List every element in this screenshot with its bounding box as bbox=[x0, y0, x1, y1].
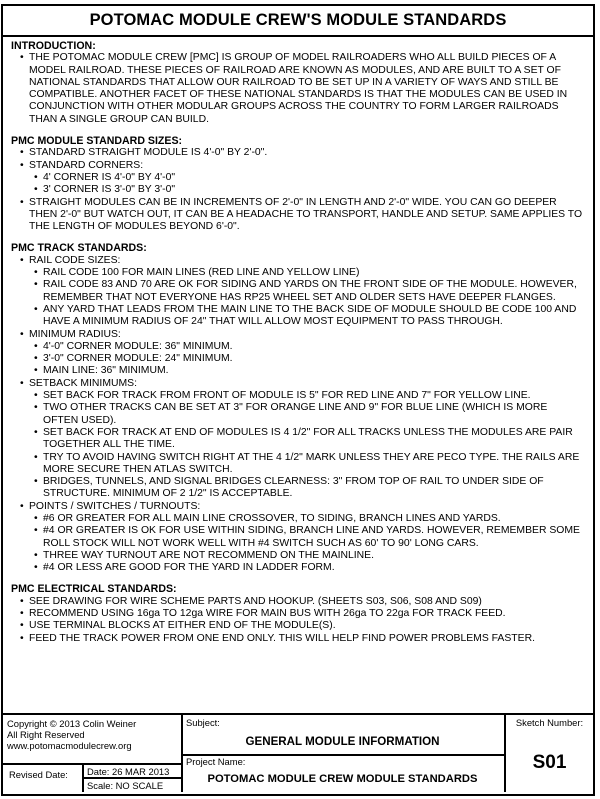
minimum-radius-item bbox=[29, 329, 583, 378]
electrical-rule: • FEED THE TRACK POWER FROM ONE END ONLY. THIS WILL HELP FIND POWER PROBLEMS FASTER. bbox=[29, 633, 583, 645]
subject-label: Subject: bbox=[186, 717, 220, 728]
turnout-rule: • THREE WAY TURNOUT ARE NOT RECOMMEND ON THE MAINLINE. bbox=[43, 550, 583, 562]
setback-rule: • SET BACK FOR TRACK FROM FRONT OF MODULE IS 5" FOR RED LINE AND 7" FOR YELLOW LINE. bbox=[43, 390, 583, 402]
rail-code-item bbox=[29, 255, 583, 329]
sheet-content bbox=[3, 37, 593, 645]
electrical-section bbox=[11, 583, 583, 644]
corners-item bbox=[29, 160, 583, 197]
radius-rule: • 4'-0" CORNER MODULE: 36" MINIMUM. bbox=[43, 341, 583, 353]
project-name-value: POTOMAC MODULE CREW MODULE STANDARDS bbox=[207, 773, 478, 785]
turnouts-label: POINTS / SWITCHES / TURNOUTS: bbox=[29, 500, 201, 512]
scale-value: Scale: NO SCALE bbox=[87, 780, 164, 791]
increments-text: • STRAIGHT MODULES CAN BE IN INCREMENTS OF 2'-0" IN LENGTH AND 2'-0" WIDE. YOU CAN GO DEEPER THEN 2'-0" BUT WATCH OUT, IT CAN BE A HEADACHE TO TRANSPORT, HANDLE AND SETUP. SAME APPLIES TO THE LENGTH OF MODULES BEYOND 6'-0". bbox=[29, 197, 583, 234]
website-text: www.potomacmodulecrew.org bbox=[7, 740, 132, 751]
project-name-label: Project Name: bbox=[186, 756, 246, 767]
corner-size-item: • 4' CORNER IS 4'-0" BY 4'-0" bbox=[43, 172, 583, 184]
sketch-number-label: Sketch Number: bbox=[515, 717, 584, 728]
electrical-rule: • USE TERMINAL BLOCKS AT EITHER END OF THE MODULE(S). bbox=[29, 620, 583, 632]
introduction-text: • THE POTOMAC MODULE CREW [PMC] IS GROUP OF MODEL RAILROADERS WHO ALL BUILD PIECES OF A MODEL RAILROAD. THESE PIECES OF RAILROAD ARE KNOWN AS MODULES, AND ARE BUILT TO A SET OF NATIONAL STANDARDS THAT ALLOW OUR RAILROAD TO BE SET UP IN A VARIETY OF WAYS AND STILL BE COMPATIBLE. ANOTHER FACET OF THESE NATIONAL STANDARDS IS THAT THE MODULES CAN BE USED IN CONJUNCTION WITH OTHER MODULAR GROUPS ACROSS THE COUNTRY TO FORM LARGER RAILROADS THAN A SINGLE GROUP CAN BUILD. bbox=[29, 52, 583, 126]
setback-rule: • BRIDGES, TUNNELS, AND SIGNAL BRIDGES CLEARNESS: 3" FROM TOP OF RAIL TO UNDER SIDE OF STRUCTURE. MINIMUM OF 2 1/2" IS ACCEPTABLE. bbox=[43, 476, 583, 501]
standards-sheet bbox=[1, 4, 595, 796]
setback-item bbox=[29, 378, 583, 501]
radius-rule: • 3'-0" CORNER MODULE: 24" MINIMUM. bbox=[43, 353, 583, 365]
rail-code-rule: • RAIL CODE 100 FOR MAIN LINES (RED LINE AND YELLOW LINE) bbox=[43, 267, 583, 279]
corners-label: STANDARD CORNERS: bbox=[29, 159, 144, 171]
setback-rule: • TWO OTHER TRACKS CAN BE SET AT 3" FOR ORANGE LINE AND 9" FOR BLUE LINE (WHICH IS MORE OFTEN USED). bbox=[43, 402, 583, 427]
corner-size-item: • 3' CORNER IS 3'-0" BY 3'-0" bbox=[43, 184, 583, 196]
rights-text: All Right Reserved bbox=[7, 729, 85, 740]
minimum-radius-label: MINIMUM RADIUS: bbox=[29, 328, 121, 340]
radius-rule: • MAIN LINE: 36" MINIMUM. bbox=[43, 365, 583, 377]
title-block bbox=[3, 713, 593, 794]
setback-rule: • SET BACK FOR TRACK AT END OF MODULES IS 4 1/2" FOR ALL TRACKS UNLESS THE MODULES ARE PAIR TOGETHER ALL THE TIME. bbox=[43, 427, 583, 452]
module-sizes-section bbox=[11, 135, 583, 233]
subject-value: GENERAL MODULE INFORMATION bbox=[245, 735, 440, 748]
introduction-heading: INTRODUCTION: bbox=[11, 40, 96, 52]
copyright-block bbox=[7, 718, 136, 751]
rail-code-rule: • RAIL CODE 83 AND 70 ARE OK FOR SIDING AND YARDS ON THE FRONT SIDE OF THE MODULE. HOWEVER, REMEMBER THAT NOT EVERYONE HAS RP25 WHEEL SET AND OLDER SETS HAVE DEEPER FLANGES. bbox=[43, 279, 583, 304]
revised-date-label: Revised Date: bbox=[9, 769, 68, 780]
turnout-rule: • #6 OR GREATER FOR ALL MAIN LINE CROSSOVER, TO SIDING, BRANCH LINES AND YARDS. bbox=[43, 513, 583, 525]
copyright-text: Copyright © 2013 Colin Weiner bbox=[7, 718, 137, 729]
turnout-rule: • #4 OR GREATER IS OK FOR USE WITHIN SIDING, BRANCH LINE AND YARDS. HOWEVER, REMEMBER SOME ROLL STOCK WILL NOT WORK WELL WITH #4 SWITCH SUCH AS 60' TO 90' LONG CARS. bbox=[43, 525, 583, 550]
turnout-rule: • #4 OR LESS ARE GOOD FOR THE YARD IN LADDER FORM. bbox=[43, 562, 583, 574]
introduction-section bbox=[11, 40, 583, 126]
setback-label: SETBACK MINIMUMS: bbox=[29, 377, 137, 389]
page-title: POTOMAC MODULE CREW'S MODULE STANDARDS bbox=[3, 6, 593, 37]
rail-code-label: RAIL CODE SIZES: bbox=[29, 254, 121, 266]
date-value: Date: 26 MAR 2013 bbox=[87, 766, 170, 777]
electrical-heading: PMC ELECTRICAL STANDARDS: bbox=[11, 583, 177, 596]
straight-module-size: • STANDARD STRAIGHT MODULE IS 4'-0" BY 2'-0". bbox=[29, 147, 583, 159]
sketch-number-value: S01 bbox=[532, 752, 567, 773]
electrical-rule: • RECOMMEND USING 16ga TO 12ga WIRE FOR MAIN BUS WITH 26ga TO 22ga FOR TRACK FEED. bbox=[29, 608, 583, 620]
module-sizes-heading: PMC MODULE STANDARD SIZES: bbox=[11, 135, 183, 148]
track-standards-heading: PMC TRACK STANDARDS: bbox=[11, 242, 147, 255]
turnouts-item bbox=[29, 501, 583, 575]
rail-code-rule: • ANY YARD THAT LEADS FROM THE MAIN LINE TO THE BACK SIDE OF MODULE SHOULD BE CODE 100 AND HAVE A MINIMUM RADIUS OF 24" THAT WILL ALLOW MOST EQUIPMENT TO PASS THROUGH. bbox=[43, 304, 583, 329]
electrical-rule: • SEE DRAWING FOR WIRE SCHEME PARTS AND HOOKUP. (SHEETS S03, S06, S08 AND S09) bbox=[29, 596, 583, 608]
track-standards-section bbox=[11, 242, 583, 574]
setback-rule: • TRY TO AVOID HAVING SWITCH RIGHT AT THE 4 1/2" MARK UNLESS THEY ARE PECO TYPE. THE RAILS ARE MORE SECURE THEN ATLAS SWITCH. bbox=[43, 452, 583, 477]
